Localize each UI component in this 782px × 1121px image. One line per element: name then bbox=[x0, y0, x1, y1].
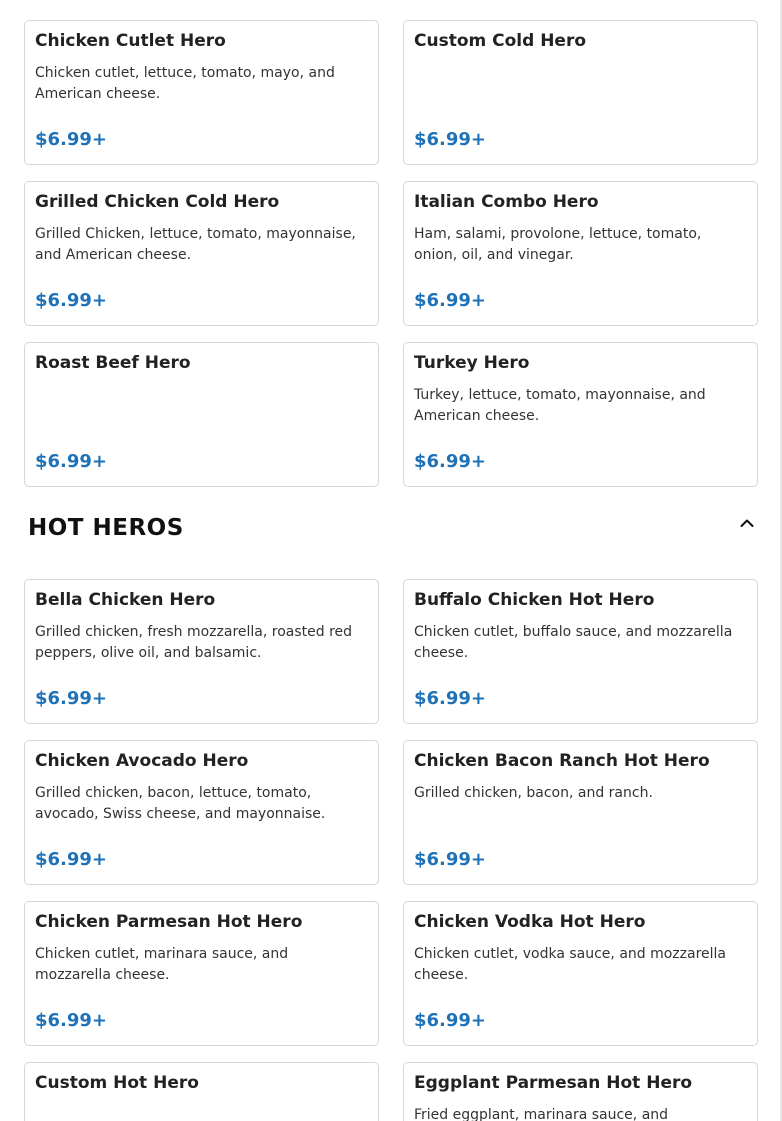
menu-item-name: Chicken Vodka Hot Hero bbox=[414, 912, 646, 932]
menu-item-name: Turkey Hero bbox=[414, 353, 530, 373]
menu-item-description: Turkey, lettuce, tomato, mayonnaise, and American cheese. bbox=[414, 387, 706, 424]
menu-item-description bbox=[35, 1105, 368, 1121]
menu-item-description: Grilled Chicken, lettuce, tomato, mayonnaise, and American cheese. bbox=[35, 226, 356, 263]
menu-item-price: $6.99+ bbox=[414, 129, 487, 150]
menu-item-card[interactable] bbox=[24, 579, 379, 724]
menu-item-name: Bella Chicken Hero bbox=[35, 590, 216, 610]
menu-item-description: Chicken cutlet, marinara sauce, and mozzarella cheese. bbox=[35, 946, 289, 983]
menu-item-description: Chicken cutlet, lettuce, tomato, mayo, and American cheese. bbox=[35, 65, 335, 102]
menu-item-name: Buffalo Chicken Hot Hero bbox=[414, 590, 655, 610]
menu-item-description: Chicken cutlet, buffalo sauce, and mozzarella cheese. bbox=[414, 624, 733, 661]
menu-item-name: Chicken Avocado Hero bbox=[35, 751, 249, 771]
menu-item-name: Roast Beef Hero bbox=[35, 353, 191, 373]
menu-item-name: Custom Cold Hero bbox=[414, 31, 587, 51]
menu-item-card[interactable] bbox=[403, 579, 758, 724]
menu-item-price: $6.99+ bbox=[35, 451, 108, 472]
menu-item-card[interactable] bbox=[403, 740, 758, 885]
menu-item-price: $6.99+ bbox=[35, 849, 108, 870]
menu-item-description: Ham, salami, provolone, lettuce, tomato, onion, oil, and vinegar. bbox=[414, 226, 702, 263]
menu-item-description: Chicken cutlet, vodka sauce, and mozzarella cheese. bbox=[414, 946, 727, 983]
menu-item-description: Grilled chicken, bacon, and ranch. bbox=[414, 785, 653, 801]
menu-item-price: $6.99+ bbox=[35, 129, 108, 150]
menu-item-name: Eggplant Parmesan Hot Hero bbox=[414, 1073, 693, 1093]
menu-item-card[interactable] bbox=[403, 20, 758, 165]
menu-item-name: Chicken Cutlet Hero bbox=[35, 31, 226, 51]
menu-item-card[interactable] bbox=[403, 181, 758, 326]
menu-item-price: $6.99+ bbox=[414, 688, 487, 709]
menu-item-card[interactable] bbox=[24, 1062, 379, 1121]
cold-heros-grid bbox=[24, 20, 758, 487]
menu-item-name: Italian Combo Hero bbox=[414, 192, 599, 212]
hot-heros-section-header[interactable] bbox=[24, 506, 758, 550]
menu-item-name: Chicken Bacon Ranch Hot Hero bbox=[414, 751, 710, 771]
menu-item-card[interactable] bbox=[403, 901, 758, 1046]
menu-item-name: Custom Hot Hero bbox=[35, 1073, 199, 1093]
menu-item-card[interactable] bbox=[24, 901, 379, 1046]
menu-item-price: $6.99+ bbox=[35, 1010, 108, 1031]
menu-item-card[interactable] bbox=[24, 740, 379, 885]
section-title: HOT HEROS bbox=[28, 515, 184, 541]
menu-item-description bbox=[414, 63, 747, 105]
menu-item-card[interactable] bbox=[24, 20, 379, 165]
hot-heros-grid bbox=[24, 579, 758, 1121]
menu-item-card[interactable] bbox=[403, 1062, 758, 1121]
menu-item-name: Chicken Parmesan Hot Hero bbox=[35, 912, 303, 932]
menu-item-price: $6.99+ bbox=[35, 688, 108, 709]
menu-item-price: $6.99+ bbox=[414, 1010, 487, 1031]
chevron-up-icon[interactable] bbox=[738, 514, 756, 532]
menu-item-card[interactable] bbox=[24, 342, 379, 487]
menu-item-price: $6.99+ bbox=[414, 290, 487, 311]
menu-item-description: Grilled chicken, bacon, lettuce, tomato, avocado, Swiss cheese, and mayonnaise. bbox=[35, 785, 326, 822]
menu-item-card[interactable] bbox=[403, 342, 758, 487]
menu-item-price: $6.99+ bbox=[414, 451, 487, 472]
menu-item-card[interactable] bbox=[24, 181, 379, 326]
menu-item-price: $6.99+ bbox=[35, 290, 108, 311]
menu-item-description: Grilled chicken, fresh mozzarella, roasted red peppers, olive oil, and balsamic. bbox=[35, 624, 353, 661]
menu-item-description: Fried eggplant, marinara sauce, and bbox=[414, 1107, 669, 1121]
menu-item-name: Grilled Chicken Cold Hero bbox=[35, 192, 280, 212]
menu-item-price: $6.99+ bbox=[414, 849, 487, 870]
menu-item-description bbox=[35, 385, 368, 427]
